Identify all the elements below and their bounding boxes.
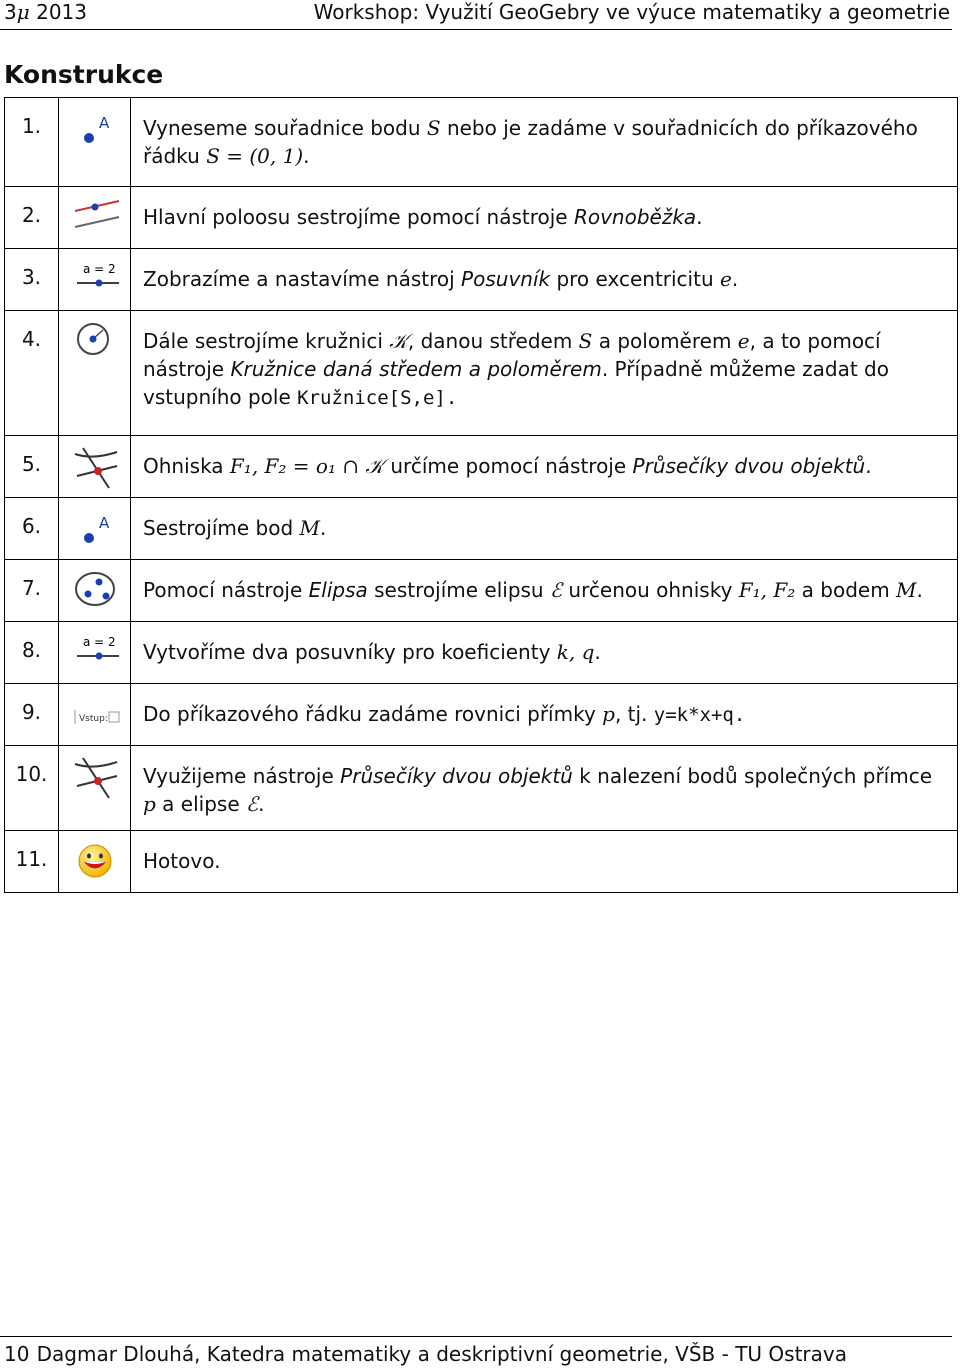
smiley-icon [73, 841, 117, 881]
circle-center-radius-tool-icon [73, 321, 117, 361]
step-text: Sestrojíme bod M. [131, 498, 958, 560]
section-title: Konstrukce [4, 60, 164, 89]
point-tool-icon [73, 108, 117, 148]
step-icon-cell [59, 746, 131, 831]
svg-text:A: A [99, 114, 110, 132]
step-icon-cell [59, 249, 131, 311]
step-icon-cell [59, 831, 131, 893]
step-text: Vyneseme souřadnice bodu S nebo je zadáme v souřadnicích do příkazového řádku S = (0, 1). [131, 98, 958, 187]
step-text: Hlavní poloosu sestrojíme pomocí nástroje Rovnoběžka. [131, 187, 958, 249]
step-number: 7. [5, 560, 59, 622]
point-tool-icon [73, 508, 117, 548]
step-row [5, 560, 958, 622]
step-text: Ohniska F₁, F₂ = o₁ ∩ 𝒦 určíme pomocí nástroje Průsečíky dvou objektů. [131, 436, 958, 498]
step-number: 5. [5, 436, 59, 498]
parallel-line-tool-icon [73, 197, 121, 231]
step-icon-cell [59, 187, 131, 249]
header-rule [0, 29, 952, 30]
step-text: Hotovo. [131, 831, 958, 893]
footer-rule [0, 1336, 952, 1337]
intersection-tool-icon [73, 756, 121, 800]
step-number: 9. [5, 684, 59, 746]
steps-table [4, 97, 958, 893]
step-row [5, 684, 958, 746]
step-row [5, 98, 958, 187]
svg-text:a = 2: a = 2 [83, 635, 116, 649]
svg-text:a = 2: a = 2 [83, 262, 116, 276]
step-text: Zobrazíme a nastavíme nástroj Posuvník pro excentricitu e. [131, 249, 958, 311]
step-row [5, 746, 958, 831]
step-number: 3. [5, 249, 59, 311]
step-number: 1. [5, 98, 59, 187]
footer-author: Dagmar Dlouhá, Katedra matematiky a deskriptivní geometrie, VŠB - TU Ostrava [36, 1342, 847, 1366]
page-number: 10 [4, 1342, 30, 1366]
intersection-tool-icon [73, 446, 121, 490]
input-bar-icon [73, 694, 123, 728]
step-row [5, 249, 958, 311]
step-number: 8. [5, 622, 59, 684]
svg-text:Vstup:: Vstup: [79, 714, 108, 724]
header-title: Workshop: Využití GeoGebry ve výuce matematiky a geometrie [313, 0, 950, 24]
page-header [0, 0, 960, 30]
slider-tool-icon [73, 259, 123, 293]
step-number: 4. [5, 311, 59, 436]
step-icon-cell [59, 498, 131, 560]
svg-text:A: A [99, 514, 110, 532]
step-text: Využijeme nástroje Průsečíky dvou objektů k nalezení bodů společných přímce p a elipse ℰ. [131, 746, 958, 831]
step-icon-cell [59, 311, 131, 436]
step-row [5, 831, 958, 893]
step-row [5, 436, 958, 498]
step-icon-cell [59, 436, 131, 498]
step-icon-cell [59, 98, 131, 187]
step-number: 10. [5, 746, 59, 831]
step-row [5, 311, 958, 436]
step-icon-cell [59, 622, 131, 684]
step-number: 11. [5, 831, 59, 893]
step-row [5, 498, 958, 560]
step-text: Dále sestrojíme kružnici 𝒦, danou středem S a poloměrem e, a to pomocí nástroje Kružnice daná středem a poloměrem. Případně můžeme zadat do vstupního pole Kružnice[S,e]. [131, 311, 958, 436]
step-number: 6. [5, 498, 59, 560]
slider-tool-icon [73, 632, 123, 666]
step-text: Do příkazového řádku zadáme rovnici přímky p, tj. y=k*x+q. [131, 684, 958, 746]
step-text: Vytvoříme dva posuvníky pro koeficienty k, q. [131, 622, 958, 684]
step-icon-cell [59, 684, 131, 746]
step-number: 2. [5, 187, 59, 249]
ellipse-tool-icon [73, 570, 121, 610]
step-text: Pomocí nástroje Elipsa sestrojíme elipsu ℰ určenou ohnisky F₁, F₂ a bodem M. [131, 560, 958, 622]
step-row [5, 622, 958, 684]
step-row [5, 187, 958, 249]
step-icon-cell [59, 560, 131, 622]
header-left: 3μ 2013 [4, 0, 87, 24]
